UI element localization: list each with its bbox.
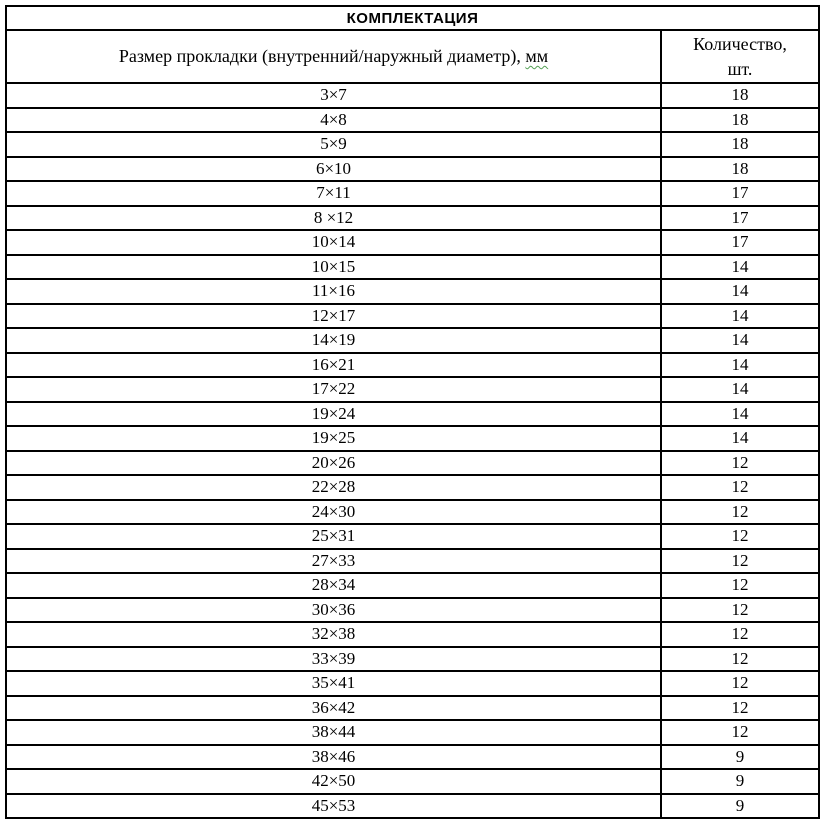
size-cell: 32×38 [6, 622, 661, 647]
size-cell: 3×7 [6, 83, 661, 108]
table-row [6, 108, 819, 133]
table-row [6, 671, 819, 696]
size-cell: 6×10 [6, 157, 661, 182]
column-header-size [6, 30, 661, 83]
qty-cell: 9 [661, 745, 819, 770]
qty-cell: 12 [661, 696, 819, 721]
size-cell: 19×24 [6, 402, 661, 427]
table-row [6, 83, 819, 108]
size-cell: 38×44 [6, 720, 661, 745]
column-header-qty [661, 30, 819, 83]
size-cell: 8 ×12 [6, 206, 661, 231]
size-cell: 38×46 [6, 745, 661, 770]
table-row [6, 475, 819, 500]
table-row [6, 157, 819, 182]
table-row [6, 255, 819, 280]
table-row [6, 402, 819, 427]
size-header-text: Размер прокладки (внутренний/наружный диаметр), [118, 46, 526, 66]
qty-cell: 12 [661, 622, 819, 647]
table-row [6, 598, 819, 623]
qty-cell: 14 [661, 426, 819, 451]
table-header-row [6, 30, 819, 83]
table-row [6, 304, 819, 329]
qty-cell: 14 [661, 255, 819, 280]
qty-cell: 12 [661, 598, 819, 623]
table-row [6, 745, 819, 770]
size-cell: 22×28 [6, 475, 661, 500]
size-cell: 17×22 [6, 377, 661, 402]
table-row [6, 181, 819, 206]
qty-cell: 17 [661, 181, 819, 206]
table-row [6, 426, 819, 451]
size-cell: 10×14 [6, 230, 661, 255]
qty-header-line2: шт. [727, 58, 753, 79]
table-row [6, 132, 819, 157]
size-cell: 25×31 [6, 524, 661, 549]
qty-cell: 12 [661, 671, 819, 696]
qty-cell: 9 [661, 769, 819, 794]
qty-cell: 18 [661, 157, 819, 182]
qty-cell: 14 [661, 353, 819, 378]
table-row [6, 794, 819, 819]
size-cell: 28×34 [6, 573, 661, 598]
size-cell: 16×21 [6, 353, 661, 378]
qty-cell: 12 [661, 475, 819, 500]
size-cell: 11×16 [6, 279, 661, 304]
qty-cell: 12 [661, 720, 819, 745]
qty-cell: 17 [661, 206, 819, 231]
qty-cell: 12 [661, 451, 819, 476]
size-cell: 20×26 [6, 451, 661, 476]
table-row [6, 573, 819, 598]
table-body [6, 83, 819, 818]
qty-cell: 14 [661, 402, 819, 427]
qty-cell: 14 [661, 304, 819, 329]
table-row [6, 328, 819, 353]
table-row [6, 230, 819, 255]
table-title: КОМПЛЕКТАЦИЯ [6, 6, 819, 30]
size-cell: 35×41 [6, 671, 661, 696]
qty-cell: 18 [661, 108, 819, 133]
table-row [6, 622, 819, 647]
table-row [6, 524, 819, 549]
table-row [6, 206, 819, 231]
qty-cell: 12 [661, 500, 819, 525]
qty-cell: 18 [661, 83, 819, 108]
table-row [6, 377, 819, 402]
qty-cell: 14 [661, 328, 819, 353]
kit-contents-table [5, 5, 820, 819]
table-row [6, 549, 819, 574]
table-row [6, 353, 819, 378]
size-cell: 10×15 [6, 255, 661, 280]
size-cell: 24×30 [6, 500, 661, 525]
size-cell: 4×8 [6, 108, 661, 133]
size-cell: 27×33 [6, 549, 661, 574]
size-cell: 45×53 [6, 794, 661, 819]
size-cell: 19×25 [6, 426, 661, 451]
qty-header-line1: Количество, [693, 33, 787, 54]
size-cell: 30×36 [6, 598, 661, 623]
size-cell: 33×39 [6, 647, 661, 672]
size-cell: 42×50 [6, 769, 661, 794]
qty-cell: 14 [661, 279, 819, 304]
qty-cell: 12 [661, 647, 819, 672]
table-title-row [6, 6, 819, 30]
size-cell: 5×9 [6, 132, 661, 157]
qty-cell: 9 [661, 794, 819, 819]
size-header-unit: мм [525, 46, 549, 66]
qty-cell: 18 [661, 132, 819, 157]
table-row [6, 720, 819, 745]
table-row [6, 451, 819, 476]
qty-cell: 14 [661, 377, 819, 402]
table-row [6, 647, 819, 672]
size-cell: 7×11 [6, 181, 661, 206]
qty-cell: 12 [661, 573, 819, 598]
qty-cell: 12 [661, 549, 819, 574]
size-cell: 14×19 [6, 328, 661, 353]
table-row [6, 696, 819, 721]
table-row [6, 500, 819, 525]
size-cell: 12×17 [6, 304, 661, 329]
qty-cell: 17 [661, 230, 819, 255]
qty-cell: 12 [661, 524, 819, 549]
table-row [6, 769, 819, 794]
size-cell: 36×42 [6, 696, 661, 721]
table-row [6, 279, 819, 304]
